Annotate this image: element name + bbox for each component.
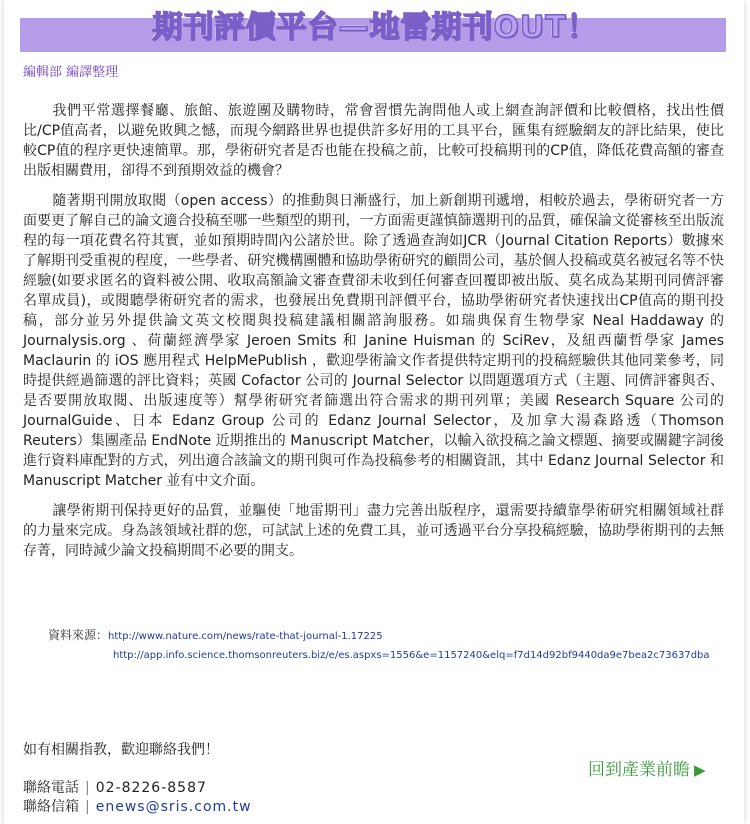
contact-intro: 如有相關指教，歡迎聯絡我們！: [23, 742, 219, 758]
article-paragraph: 隨著期刊開放取閱（open access）的推動與日漸盛行，加上新創期刊遞增，相較於過去，學術研究者一方面要更了解自己的論文適合投稿至哪一些類型的期刊，一方面需更謹慎篩選期刊的品質，確保論文從審核至出版流程的每一項花費名符其實，並如預期時間內公諸於世。除了透過查詢如JCR（Journal Citation Reports）數據來了解期刊受重視的程度，一些學者、研究機構團體和協助學術研究的顧問公司，基於個人投稿或莫名被冠名等不快經驗(如要求匿名的資料被公開、收取高額論文審查費卻未收到任何審查回覆即被出版、莫名成為某期刊同儕評審名單成員)，或閱聽學術研究者的需求，也發展出免費期刊評價平台，協助學術研究者快速找出CP值高的期刊投稿，部分並另外提供論文英文校閱與投稿建議相關諮詢服務。如瑞典保育生物學家 Neal Haddaway 的 Journalysis.org 、荷蘭經濟學家 Jeroen Smits 和 Janine Huisman 的 SciRev，及紐西蘭哲學家 James Maclaurin 的 iOS 應用程式 HelpMePublish ，歡迎學術論文作者提供特定期刊的投稿經驗供其他同業參考，同時提供經過篩選的評比資料；英國 Cofactor 公司的 Journal Selector 以問題選項方式（主題、同儕評審與否、是否要開放取閱、出版速度等）幫學術研究者篩選出符合需求的期刊列單；美國 Research Square 公司的 JournalGuide、日本 Edanz Group 公司的 Edanz Journal Selector，及加拿大湯森路透（Thomson Reuters）集團產品 EndNote 近期推出的 Manuscript Matcher，以輸入欲投稿之論文標題、摘要或關鍵字詞後進行資料庫配對的方式，列出適合該論文的期刊與可作為投稿參考的相關資訊，其中 Edanz Journal Selector 和 Manuscript Matcher 並有中文介面。: [23, 193, 724, 489]
sources-block: [48, 626, 710, 665]
email-label: 聯絡信箱: [23, 799, 79, 815]
page-title: 期刊評價平台—地雷期刊OUT！: [152, 10, 598, 45]
back-to-industry-link[interactable]: [588, 755, 706, 780]
email-link[interactable]: enews@sris.com.tw: [95, 799, 252, 815]
source-link[interactable]: http://app.info.science.thomsonreuters.biz/e/es.aspxs=1556&e=1157240&elq=f7d14d92bf9440da9e7bea2c73637dba: [113, 650, 710, 661]
article-body: [23, 101, 724, 571]
play-triangle-icon: ▶: [694, 761, 706, 779]
separator: |: [85, 780, 90, 796]
phone-label: 聯絡電話: [23, 780, 79, 796]
source-link[interactable]: http://www.nature.com/news/rate-that-journal-1.17225: [108, 631, 383, 642]
sources-label: 資料來源：: [48, 628, 109, 642]
byline: 編輯部 編譯整理: [23, 65, 119, 80]
back-link-label: 回到產業前瞻: [588, 760, 690, 780]
phone-number: 02-8226-8587: [95, 780, 207, 796]
article-paragraph: 讓學術期刊保持更好的品質，並驅使「地雷期刊」盡力完善出版程序，還需要持續靠學術研究相關領域社群的力量來完成。身為該領域社群的您，可試試上述的免費工具，並可透過平台分享投稿經驗，協助學術期刊的去無存菁，同時減少論文投稿期間不必要的開支。: [23, 503, 724, 559]
article-paragraph: 我們平常選擇餐廳、旅館、旅遊團及購物時，常會習慣先詢問他人或上網查詢評價和比較價格，找出性價比/CP值高者，以避免敗興之憾，而現今網路世界也提供許多好用的工具平台，匯集有經驗網友的評比結果，使比較CP值的程序更快速簡單。那，學術研究者是否也能在投稿之前，比較可投稿期刊的CP值，降低花費高額的審查出版相關費用，卻得不到預期效益的機會？: [23, 103, 724, 179]
contact-phone: [23, 777, 207, 797]
separator: |: [85, 799, 90, 815]
contact-email: [23, 796, 252, 816]
